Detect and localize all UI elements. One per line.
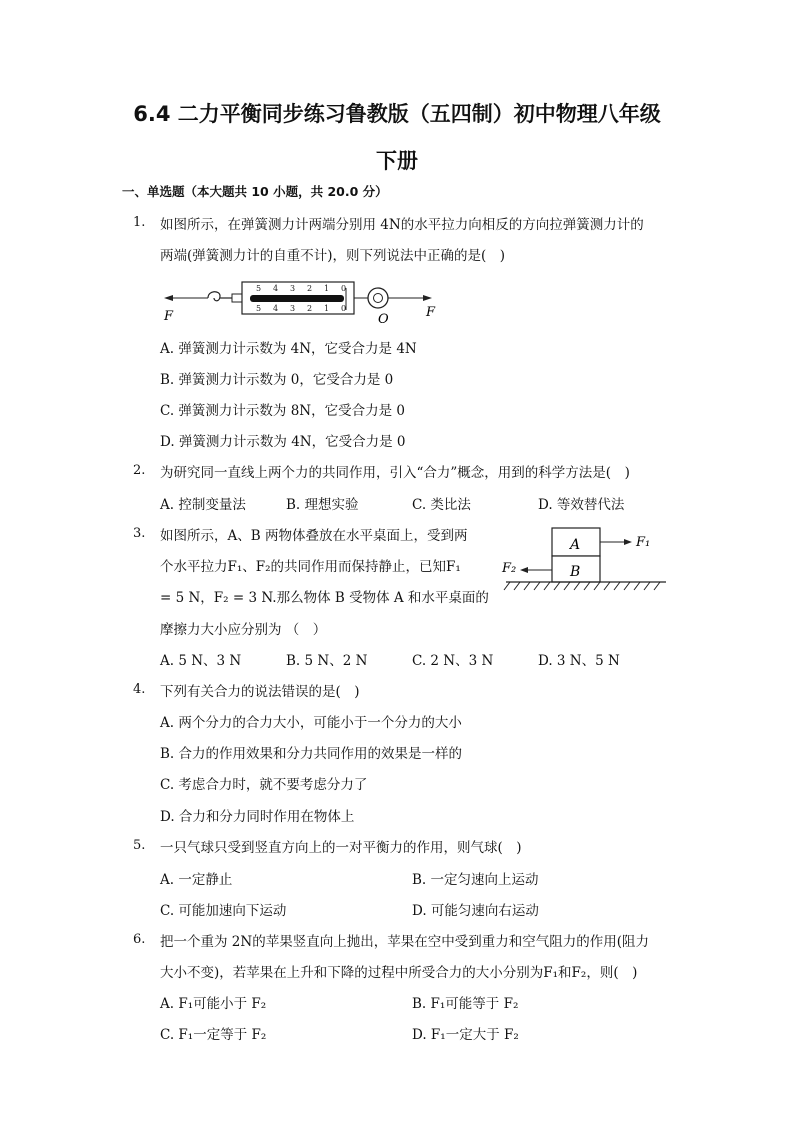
spring-scale-figure [160,276,450,326]
question-text-line: 一只气球只受到竖直方向上的一对平衡力的作用，则气球( ) [160,840,522,856]
option-d[interactable]: D. 3 N、5 N [538,653,620,669]
force-label-left: F [164,309,174,324]
question-number: 1. [133,215,146,230]
option-d[interactable]: D. 弹簧测力计示数为 4N，它受合力是 0 [160,434,406,450]
document-title-continued: 下册 [376,149,418,173]
option-b[interactable]: B. 理想实验 [286,497,359,513]
force-label-right: F [426,305,436,320]
svg-text:5: 5 [256,304,262,313]
question-text-line: 为研究同一直线上两个力的共同作用，引入“合力”概念，用到的科学方法是( ) [160,465,630,481]
option-b[interactable]: B. F₁可能等于 F₂ [412,996,519,1012]
option-c[interactable]: C. 考虑合力时，就不要考虑分力了 [160,777,368,793]
question-text-line: 大小不变)，若苹果在上升和下降的过程中所受合力的大小分别为F₁和F₂，则( ) [160,965,638,981]
option-d[interactable]: D. 可能匀速向右运动 [412,903,539,919]
option-b[interactable]: B. 5 N、2 N [286,653,368,669]
scale-digit-2: 2 [307,284,313,293]
question-text-line: 如图所示，A、B 两物体叠放在水平桌面上，受到两 [160,528,468,544]
option-b[interactable]: B. 弹簧测力计示数为 0，它受合力是 0 [160,372,394,388]
stacked-blocks-figure [500,522,670,594]
point-label-o: O [378,312,389,326]
scale-digit-1: 1 [324,284,330,293]
option-c[interactable]: C. 可能加速向下运动 [160,903,287,919]
scale-digit-3: 3 [290,284,296,293]
option-c[interactable]: C. 类比法 [412,497,471,513]
question-number: 2. [133,463,146,478]
option-a[interactable]: A. 弹簧测力计示数为 4N，它受合力是 4N [160,341,417,357]
question-text-line: 两端(弹簧测力计的自重不计)，则下列说法中正确的是( ) [160,248,506,264]
option-c[interactable]: C. 弹簧测力计示数为 8N，它受合力是 0 [160,403,406,419]
option-b[interactable]: B. 合力的作用效果和分力共同作用的效果是一样的 [160,746,463,762]
svg-text:4: 4 [273,304,279,313]
svg-text:2: 2 [307,304,313,313]
question-text-line: 把一个重为 2N的苹果竖直向上抛出，苹果在空中受到重力和空气阻力的作用(阻力 [160,934,649,950]
option-a[interactable]: A. 控制变量法 [160,497,246,513]
question-text-line: 如图所示，在弹簧测力计两端分别用 4N的水平拉力向相反的方向拉弹簧测力计的 [160,217,644,233]
option-d[interactable]: D. F₁一定大于 F₂ [412,1027,519,1043]
question-text-line: 下列有关合力的说法错误的是( ) [160,684,360,700]
option-d[interactable]: D. 合力和分力同时作用在物体上 [160,809,355,825]
section-header: 一、单选题（本大题共 10 小题，共 20.0 分） [122,184,388,199]
option-a[interactable]: A. F₁可能小于 F₂ [160,996,267,1012]
option-c[interactable]: C. 2 N、3 N [412,653,494,669]
force-label-f2: F₂ [502,561,517,576]
question-number: 6. [133,932,146,947]
question-number: 4. [133,682,146,697]
scale-digit-0: 0 [341,284,347,293]
option-a[interactable]: A. 5 N、3 N [160,653,242,669]
option-a[interactable]: A. 两个分力的合力大小，可能小于一个分力的大小 [160,715,462,731]
question-text-line: = 5 N，F₂ = 3 N.那么物体 B 受物体 A 和水平桌面的 [160,590,489,606]
document-title: 6.4 二力平衡同步练习鲁教版（五四制）初中物理八年级 [133,102,661,126]
svg-text:0: 0 [341,304,347,313]
block-b-label: B [570,564,581,580]
force-label-f1: F₁ [636,535,651,550]
option-a[interactable]: A. 一定静止 [160,872,233,888]
option-b[interactable]: B. 一定匀速向上运动 [412,872,539,888]
scale-digit-4: 4 [273,284,279,293]
question-text-line: 摩擦力大小应分别为 （ ） [160,622,327,638]
option-c[interactable]: C. F₁一定等于 F₂ [160,1027,267,1043]
block-a-label: A [570,537,581,553]
option-d[interactable]: D. 等效替代法 [538,497,625,513]
svg-text:3: 3 [290,304,296,313]
scale-digit-5: 5 [256,284,262,293]
svg-text:1: 1 [324,304,330,313]
question-number: 3. [133,526,146,541]
question-number: 5. [133,838,146,853]
question-text-line: 个水平拉力F₁、F₂的共同作用而保持静止，已知F₁ [160,559,461,575]
